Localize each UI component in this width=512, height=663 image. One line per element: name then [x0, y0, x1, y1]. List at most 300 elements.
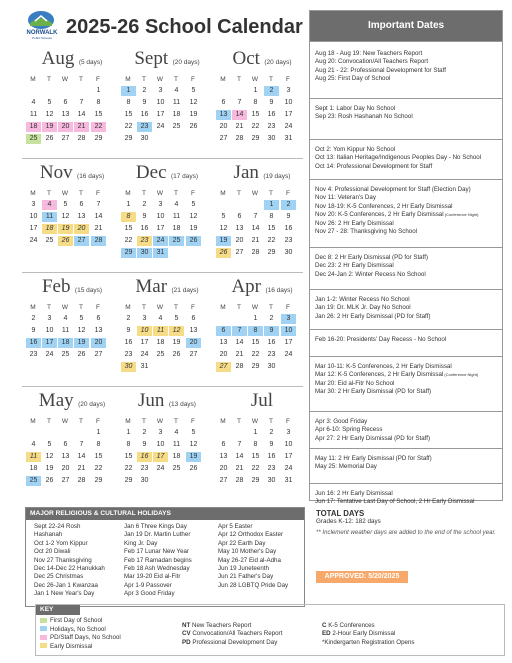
day-cell: 3	[142, 315, 147, 322]
conference-night-note: (Conference Night)	[443, 372, 479, 378]
key-code-row	[182, 639, 282, 647]
holiday-entry: Nov 27 Thanksgiving	[34, 556, 92, 564]
day-cell: 29	[251, 363, 260, 370]
day-cell: 13	[235, 225, 244, 232]
day-cell: 16	[140, 111, 149, 118]
weekday-label: M	[220, 190, 226, 197]
day-cell: 10	[45, 327, 54, 334]
important-date-line: Dec 23: 2 Hr Early Dismissal	[315, 262, 394, 270]
key-code: CV	[182, 630, 191, 638]
key-code-text: Convocation/All Teachers Report	[192, 630, 283, 638]
day-cell: 29	[124, 135, 133, 142]
day-cell: 10	[29, 213, 38, 220]
day-cell: 1	[126, 201, 131, 208]
day-cell: 6	[216, 326, 231, 336]
day-cell: 23	[267, 123, 276, 130]
day-cell: 16	[284, 225, 293, 232]
weekday-label: F	[286, 190, 290, 197]
day-cell: 26	[189, 123, 198, 130]
day-cell: 24	[284, 351, 293, 358]
day-cell: 18	[58, 338, 73, 348]
month-header	[119, 162, 215, 182]
month-oct	[214, 48, 310, 158]
day-cell: 11	[172, 441, 181, 448]
day-cell: 28	[91, 236, 106, 246]
day-cell: 15	[251, 339, 260, 346]
month-days-count: (19 days)	[263, 173, 291, 180]
key-code-text: K-5 Conferences	[328, 622, 375, 629]
weekday-label: M	[220, 418, 226, 425]
day-cell: 11	[61, 327, 70, 334]
day-cell: 24	[29, 237, 38, 244]
month-jul	[214, 390, 310, 500]
day-cell: 27	[219, 135, 228, 142]
important-date-line: Dec 24-Jan 2: Winter Recess No School	[315, 270, 426, 278]
day-cell: 1	[253, 315, 258, 322]
weekday-label: M	[220, 304, 226, 311]
day-cell: 18	[172, 453, 181, 460]
day-cell: 16	[267, 111, 276, 118]
day-cell: 19	[172, 339, 181, 346]
day-cell: 11	[29, 111, 38, 118]
day-cell: 13	[216, 110, 231, 120]
weekday-label: F	[191, 304, 195, 311]
row-divider	[22, 158, 303, 159]
day-cell: 15	[251, 111, 260, 118]
weekday-label: T	[79, 76, 83, 83]
logo-text: NORWALK	[26, 30, 58, 36]
day-cell: 9	[269, 441, 274, 448]
day-cell: 5	[191, 429, 196, 436]
month-header	[24, 390, 120, 410]
day-cell: 6	[191, 315, 196, 322]
day-cell: 17	[284, 339, 293, 346]
key-code: C	[322, 622, 327, 629]
important-section	[310, 448, 502, 472]
day-cell: 15	[124, 453, 133, 460]
calendar-header	[22, 8, 302, 42]
weekday-label: W	[156, 76, 164, 83]
weekday-label: M	[125, 190, 131, 197]
weekday-label: M	[125, 304, 131, 311]
weekday-label: M	[30, 76, 36, 83]
key-code-row	[182, 630, 282, 638]
month-mar	[119, 276, 215, 386]
day-cell: 25	[172, 123, 181, 130]
day-cell: 15	[124, 225, 133, 232]
important-date-line: Mar 10-11: K-5 Conferences, 2 Hr Early Dismissal	[315, 363, 452, 370]
important-date-line: Nov 11: Veteran's Day	[315, 194, 376, 202]
day-cell: 8	[126, 441, 131, 448]
month-name: Jun	[138, 390, 165, 411]
weekday-label: T	[174, 76, 178, 83]
month-name: Jul	[250, 390, 274, 411]
day-cell: 24	[140, 351, 149, 358]
day-cell: 7	[79, 441, 84, 448]
month-header	[24, 48, 120, 68]
day-cell: 22	[124, 123, 133, 130]
day-cell: 11	[172, 99, 181, 106]
holiday-entry: May 10 Mother's Day	[218, 548, 277, 556]
weekday-label: T	[47, 190, 51, 197]
day-cell: 19	[216, 236, 231, 246]
day-cell: 26	[186, 236, 201, 246]
month-header	[214, 276, 310, 296]
weekday-label: F	[191, 190, 195, 197]
approved-badge: APPROVED: 5/20/2025	[316, 571, 408, 583]
day-cell: 8	[253, 441, 258, 448]
weekday-label: M	[125, 76, 131, 83]
day-cell: 10	[137, 326, 152, 336]
key-swatch	[40, 635, 47, 640]
holiday-entry: Sept 22-24 Rosh	[34, 523, 81, 530]
weekday-label: W	[251, 76, 259, 83]
day-cell: 20	[74, 224, 89, 234]
day-cell: 7	[96, 201, 101, 208]
key-label: First Day of School	[50, 617, 103, 624]
important-section	[310, 98, 502, 122]
day-cell: 8	[96, 441, 101, 448]
day-cell: 6	[237, 213, 242, 220]
day-cell: 8	[126, 99, 131, 106]
weekday-label: T	[47, 76, 51, 83]
important-dates-panel	[309, 10, 503, 506]
weekday-label: M	[30, 190, 36, 197]
day-cell: 4	[42, 200, 57, 210]
day-cell: 14	[94, 213, 103, 220]
religious-column-3	[218, 523, 288, 590]
month-name: Apr	[231, 276, 261, 297]
holiday-entry: Dec 25 Christmas	[34, 573, 84, 581]
day-cell: 20	[186, 338, 201, 348]
important-date-line: Nov 27 - 28: Thanksgiving No School	[315, 228, 418, 236]
day-cell: 16	[137, 452, 152, 462]
day-cell: 13	[94, 327, 103, 334]
day-cell: 8	[269, 213, 274, 220]
day-cell: 17	[42, 338, 57, 348]
day-cell: 13	[219, 453, 228, 460]
day-cell: 12	[45, 111, 54, 118]
day-cell: 28	[77, 135, 86, 142]
holiday-entry: Mar 19-20 Eid al-Fitr	[124, 573, 181, 581]
day-cell: 20	[219, 351, 228, 358]
day-cell: 23	[140, 465, 149, 472]
key-item	[40, 634, 121, 641]
day-cell: 17	[140, 339, 149, 346]
row-divider	[22, 272, 303, 273]
day-cell: 11	[26, 452, 41, 462]
day-cell: 22	[251, 123, 260, 130]
month-name: Feb	[41, 276, 71, 297]
day-cell: 9	[142, 441, 147, 448]
day-cell: 27	[74, 236, 89, 246]
weekday-label: T	[142, 418, 146, 425]
day-cell: 5	[191, 201, 196, 208]
holiday-entry: Oct 20 Diwali	[34, 548, 71, 556]
day-cell: 24	[153, 236, 168, 246]
weekday-label: T	[142, 304, 146, 311]
day-cell: 1	[253, 429, 258, 436]
day-cell: 28	[235, 477, 244, 484]
day-cell: 13	[219, 339, 228, 346]
weekday-label: T	[269, 304, 273, 311]
day-cell: 14	[235, 453, 244, 460]
month-name: Dec	[135, 162, 167, 183]
day-cell: 29	[251, 135, 260, 142]
weekday-label: F	[286, 304, 290, 311]
key-label: PD/Staff Days, No School	[50, 634, 121, 641]
day-cell: 17	[29, 225, 38, 232]
day-cell: 21	[74, 122, 89, 132]
day-cell: 8	[96, 99, 101, 106]
day-cell: 27	[61, 135, 70, 142]
day-cell: 4	[31, 99, 36, 106]
day-cell: 25	[26, 134, 41, 144]
day-cell: 27	[219, 477, 228, 484]
day-cell: 5	[47, 99, 52, 106]
day-cell: 4	[63, 315, 68, 322]
day-cell: 28	[235, 363, 244, 370]
weekday-label: W	[61, 304, 69, 311]
day-cell: 31	[140, 363, 149, 370]
month-days-count: (16 days)	[265, 287, 293, 294]
weekday-label: W	[156, 190, 164, 197]
holiday-entry: King Jr. Day	[124, 539, 158, 547]
day-cell: 3	[286, 429, 291, 436]
day-cell: 18	[42, 224, 57, 234]
holiday-entry: Hashanah	[34, 531, 63, 539]
month-aug	[24, 48, 120, 158]
day-cell: 18	[172, 225, 181, 232]
day-cell: 19	[186, 452, 201, 462]
logo-subtext: Public Schools	[32, 36, 52, 40]
day-cell: 5	[191, 87, 196, 94]
month-jan	[214, 162, 310, 272]
day-cell: 12	[169, 326, 184, 336]
day-cell: 6	[96, 315, 101, 322]
month-header	[119, 276, 215, 296]
totals-note: ** Inclement weather days are added to the end of the school year.	[316, 529, 496, 536]
day-cell: 30	[267, 363, 276, 370]
day-cell: 20	[91, 338, 106, 348]
day-cell: 26	[189, 465, 198, 472]
month-days-count: (13 days)	[168, 401, 196, 408]
day-cell: 17	[284, 453, 293, 460]
day-cell: 30	[137, 248, 152, 258]
key-code: NT	[182, 622, 191, 629]
day-cell: 30	[140, 477, 149, 484]
day-cell: 9	[264, 326, 279, 336]
day-cell: 9	[142, 99, 147, 106]
important-date-line: Nov 26: 2 Hr Early Dismissal	[315, 219, 394, 227]
day-cell: 25	[26, 476, 41, 486]
weekday-label: F	[96, 418, 100, 425]
day-cell: 20	[219, 465, 228, 472]
day-cell: 18	[156, 339, 165, 346]
important-section	[310, 411, 502, 443]
day-cell: 26	[58, 236, 73, 246]
day-cell: 3	[158, 429, 163, 436]
day-cell: 23	[284, 237, 293, 244]
day-cell: 2	[142, 429, 147, 436]
day-cell: 19	[189, 225, 198, 232]
weekday-label: M	[125, 418, 131, 425]
month-sept	[119, 48, 215, 158]
key-code-text: Professional Development Day	[192, 638, 278, 646]
day-cell: 13	[189, 327, 198, 334]
important-section	[310, 356, 502, 397]
day-cell: 5	[63, 201, 68, 208]
day-cell: 30	[284, 249, 293, 256]
day-cell: 12	[61, 213, 70, 220]
day-cell: 18	[172, 111, 181, 118]
day-cell: 2	[264, 86, 279, 96]
key-swatch	[40, 618, 47, 623]
day-cell: 6	[63, 99, 68, 106]
month-days-count: (5 days)	[78, 59, 103, 66]
day-cell: 30	[267, 477, 276, 484]
day-cell: 17	[153, 452, 168, 462]
day-cell: 19	[58, 224, 73, 234]
day-cell: 16	[140, 225, 149, 232]
weekday-label: W	[251, 190, 259, 197]
key-item	[40, 617, 102, 624]
weekday-label: T	[79, 418, 83, 425]
day-cell: 20	[58, 122, 73, 132]
day-cell: 5	[47, 441, 52, 448]
day-cell: 13	[61, 453, 70, 460]
religious-holidays-title: MAJOR RELIGIOUS & CULTURAL HOLIDAYS	[26, 508, 304, 520]
weekday-label: F	[286, 418, 290, 425]
day-cell: 30	[267, 135, 276, 142]
day-cell: 16	[26, 338, 41, 348]
holiday-entry: May 26-27 Eid al-Adha	[218, 556, 281, 564]
day-cell: 23	[137, 236, 152, 246]
day-cell: 2	[31, 315, 36, 322]
day-cell: 8	[253, 99, 258, 106]
day-cell: 12	[219, 225, 228, 232]
important-date-line: Jan 26: 2 Hr Early Dismissal (PD for Staff)	[315, 312, 431, 320]
day-cell: 2	[142, 201, 147, 208]
day-cell: 4	[174, 87, 179, 94]
weekday-label: M	[220, 76, 226, 83]
weekday-label: W	[251, 418, 259, 425]
day-cell: 25	[156, 351, 165, 358]
key-code-row	[322, 639, 415, 647]
day-cell: 23	[267, 465, 276, 472]
month-name: Nov	[39, 162, 73, 183]
month-days-count: (17 days)	[170, 173, 199, 180]
day-cell: 14	[251, 225, 260, 232]
day-cell: 19	[189, 111, 198, 118]
day-cell: 9	[269, 99, 274, 106]
day-cell: 14	[77, 453, 86, 460]
day-cell: 15	[251, 453, 260, 460]
day-cell: 26	[45, 477, 54, 484]
month-apr	[214, 276, 310, 386]
norwalk-logo	[22, 8, 62, 42]
day-cell: 3	[47, 315, 52, 322]
day-cell: 16	[124, 339, 133, 346]
weekday-label: T	[174, 418, 178, 425]
month-header	[214, 48, 310, 68]
day-cell: 22	[251, 351, 260, 358]
day-cell: 10	[284, 441, 293, 448]
day-cell: 30	[140, 135, 149, 142]
important-date-line: Nov 18-19: K-5 Conferences, 2 Hr Early Dismissal	[315, 202, 453, 210]
day-cell: 29	[251, 477, 260, 484]
month-name: Oct	[232, 48, 260, 69]
day-cell: 1	[253, 87, 258, 94]
important-date-line: Apr 3: Good Friday	[315, 418, 368, 425]
day-cell: 30	[121, 362, 136, 372]
day-cell: 6	[221, 99, 226, 106]
important-date-line: Dec 8: 2 Hr Early Dismissal (PD for Staff)	[315, 254, 429, 261]
day-cell: 31	[284, 135, 293, 142]
month-nov	[24, 162, 120, 272]
day-cell: 15	[94, 453, 103, 460]
day-cell: 9	[31, 327, 36, 334]
important-date-line: Nov 4: Professional Development for Staff (Election Day)	[315, 186, 471, 193]
day-cell: 15	[267, 225, 276, 232]
key-codes-right	[322, 622, 415, 647]
day-cell: 24	[45, 351, 54, 358]
month-days-count: (16 days)	[77, 173, 105, 180]
holiday-entry: Jan 6 Three Kings Day	[124, 523, 187, 530]
day-cell: 8	[121, 212, 136, 222]
weekday-label: W	[61, 418, 69, 425]
day-cell: 22	[124, 237, 133, 244]
weekday-label: T	[269, 418, 273, 425]
day-cell: 2	[269, 315, 274, 322]
day-cell: 22	[267, 237, 276, 244]
day-cell: 7	[237, 99, 242, 106]
day-cell: 11	[153, 326, 168, 336]
key-swatch	[40, 626, 47, 631]
day-cell: 21	[235, 465, 244, 472]
key-code-text: New Teachers Report	[191, 622, 252, 629]
day-cell: 23	[137, 122, 152, 132]
day-cell: 25	[172, 465, 181, 472]
weekday-label: T	[237, 304, 241, 311]
day-cell: 14	[235, 339, 244, 346]
month-days-count: (20 days)	[172, 59, 200, 66]
day-cell: 10	[156, 213, 165, 220]
day-cell: 14	[232, 110, 247, 120]
important-section	[310, 289, 502, 321]
conference-night-note: (Conference Night)	[443, 212, 479, 218]
day-cell: 6	[221, 441, 226, 448]
important-date-line: Aug 18 - Aug 19: New Teachers Report	[315, 50, 423, 57]
month-days-count: (20 days)	[78, 401, 106, 408]
day-cell: 3	[158, 201, 163, 208]
day-cell: 16	[267, 453, 276, 460]
day-cell: 7	[79, 99, 84, 106]
month-feb	[24, 276, 120, 386]
important-date-line: Aug 25: First Day of School	[315, 75, 391, 83]
month-name: May	[38, 390, 74, 411]
important-date-line: Apr 6-10: Spring Recess	[315, 426, 383, 434]
important-date-line: Jan 1-2: Winter Recess No School	[315, 296, 410, 303]
day-cell: 18	[29, 465, 38, 472]
day-cell: 7	[253, 213, 258, 220]
row-divider	[22, 386, 303, 387]
day-cell: 11	[172, 213, 181, 220]
weekday-label: F	[286, 76, 290, 83]
day-cell: 21	[235, 123, 244, 130]
holiday-entry: Jun 19 Juneteenth	[218, 565, 269, 573]
day-cell: 10	[156, 99, 165, 106]
